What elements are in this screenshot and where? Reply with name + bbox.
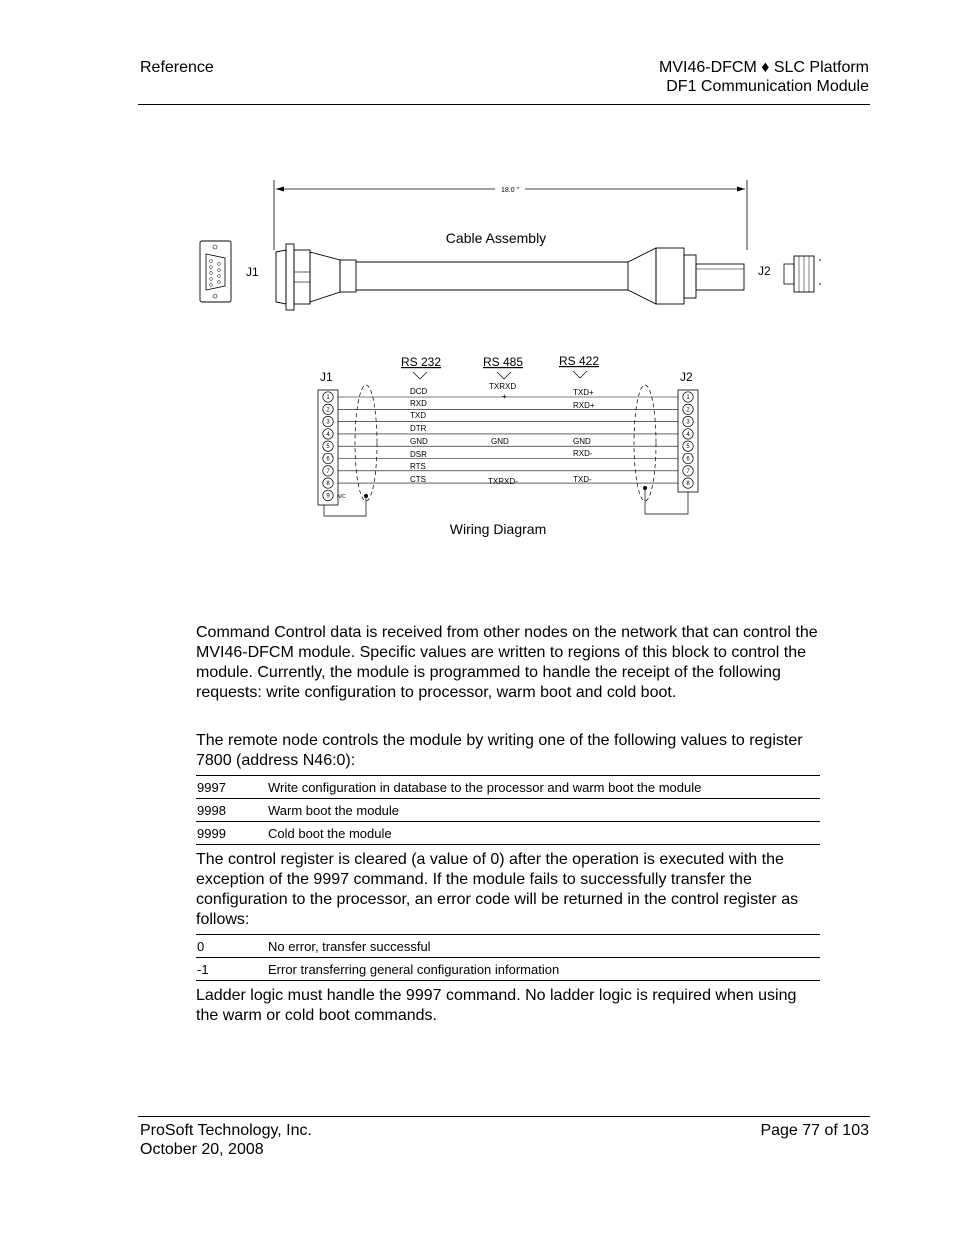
table-row — [196, 935, 820, 958]
sig-dsr: DSR — [410, 450, 427, 459]
rs485-heading: RS 485 — [483, 355, 524, 369]
j2-pin-number: 3 — [686, 419, 690, 426]
footer-date: October 20, 2008 — [140, 1141, 264, 1158]
j2-pin-number: 4 — [686, 431, 690, 438]
paragraph-ladder-logic: Ladder logic must handle the 9997 command. No ladder logic is required when using the warm or cold boot commands. — [196, 987, 797, 1024]
error-code: 0 — [196, 935, 267, 958]
cable-j1-label: J1 — [246, 265, 259, 279]
cable-j2-label: J2 — [758, 264, 771, 278]
sig-txrxd-plus-line2: + — [502, 392, 507, 401]
j1-pin-number: 7 — [326, 468, 330, 475]
sig-txrxd-minus: TXRXD- — [488, 477, 518, 486]
footer-page-number: Page 77 of 103 — [760, 1122, 869, 1139]
sig-rts: RTS — [410, 462, 426, 471]
wiring-diagram-caption: Wiring Diagram — [449, 521, 547, 537]
sig-485-gnd: GND — [491, 437, 509, 446]
table-row — [196, 958, 820, 981]
wiring-diagram-figure — [300, 348, 720, 548]
table-row — [196, 822, 820, 845]
nc-label: N/C — [337, 494, 346, 500]
error-description: No error, transfer successful — [267, 935, 820, 958]
j1-pin-number: 3 — [326, 419, 330, 426]
j1-pin-number: 2 — [326, 407, 330, 414]
j2-pin-number: 6 — [686, 456, 690, 463]
sig-422-gnd: GND — [573, 437, 591, 446]
j1-pin-number: 4 — [326, 431, 330, 438]
paragraph-control-register: The control register is cleared (a value of 0) after the operation is executed with the exception of the 9997 command. If the module fails to successfully transfer the configuration to the processor, an error code will be returned in the control register as follows: — [196, 851, 799, 928]
paragraph-remote-node: The remote node controls the module by writing one of the following values to register 7800 (address N46:0): — [196, 732, 803, 769]
error-codes-table — [196, 934, 820, 981]
header-section-label: Reference — [140, 59, 214, 76]
sig-dcd: DCD — [410, 387, 428, 396]
table-row — [196, 799, 820, 822]
table-row — [196, 776, 820, 799]
wiring-j2-label: J2 — [680, 370, 693, 384]
command-description: Cold boot the module — [267, 822, 820, 845]
header-rule — [138, 104, 870, 105]
wiring-j1-label: J1 — [320, 370, 333, 384]
j2-pin-number: 5 — [686, 444, 690, 451]
error-code: -1 — [196, 958, 267, 981]
sig-rxd: RXD — [410, 399, 427, 408]
j1-pin-number: 6 — [326, 456, 330, 463]
j1-pin-number: 5 — [326, 444, 330, 451]
command-description: Warm boot the module — [267, 799, 820, 822]
sig-dtr: DTR — [410, 424, 427, 433]
sig-txd: TXD — [410, 411, 426, 420]
paragraph-command-control: Command Control data is received from other nodes on the network that can control the MVI46-DFCM module. Specific values are written to regions of this block to control the module. Currently, the module is programmed to handle the receipt of the following requests: write configuration to processor, warm boot and cold boot. — [196, 624, 818, 701]
j1-pin-number: 8 — [326, 481, 330, 488]
footer-rule — [138, 1116, 870, 1117]
j2-pin-number: 7 — [686, 468, 690, 475]
command-values-table — [196, 775, 820, 845]
cable-assembly-title: Cable Assembly — [445, 230, 547, 246]
command-code: 9999 — [196, 822, 267, 845]
sig-txd-plus: TXD+ — [573, 388, 594, 397]
j2-pin-number: 8 — [686, 481, 690, 488]
j1-pin-number: 9 — [326, 493, 330, 500]
command-code: 9998 — [196, 799, 267, 822]
footer-company: ProSoft Technology, Inc. — [140, 1122, 312, 1139]
sig-gnd: GND — [410, 437, 428, 446]
sig-rxd-minus: RXD- — [573, 449, 593, 458]
rs422-heading: RS 422 — [559, 354, 600, 368]
j2-pin-number: 1 — [686, 395, 690, 401]
command-code: 9997 — [196, 776, 267, 799]
error-description: Error transferring general configuration information — [267, 958, 820, 981]
header-product-title: MVI46-DFCM ♦ SLC Platform — [659, 59, 869, 76]
sig-txrxd-plus-line1: TXRXD — [489, 382, 517, 391]
cable-assembly-figure — [190, 172, 840, 312]
j1-pin-number: 1 — [326, 395, 330, 401]
rs232-heading: RS 232 — [401, 355, 442, 369]
command-description: Write configuration in database to the processor and warm boot the module — [267, 776, 820, 799]
sig-txd-minus: TXD- — [573, 475, 592, 484]
header-module-title: DF1 Communication Module — [666, 78, 869, 95]
sig-rxd-plus: RXD+ — [573, 401, 595, 410]
dimension-label: 18.0 " — [500, 187, 520, 194]
j2-pin-number: 2 — [686, 407, 690, 414]
sig-cts: CTS — [410, 475, 426, 484]
